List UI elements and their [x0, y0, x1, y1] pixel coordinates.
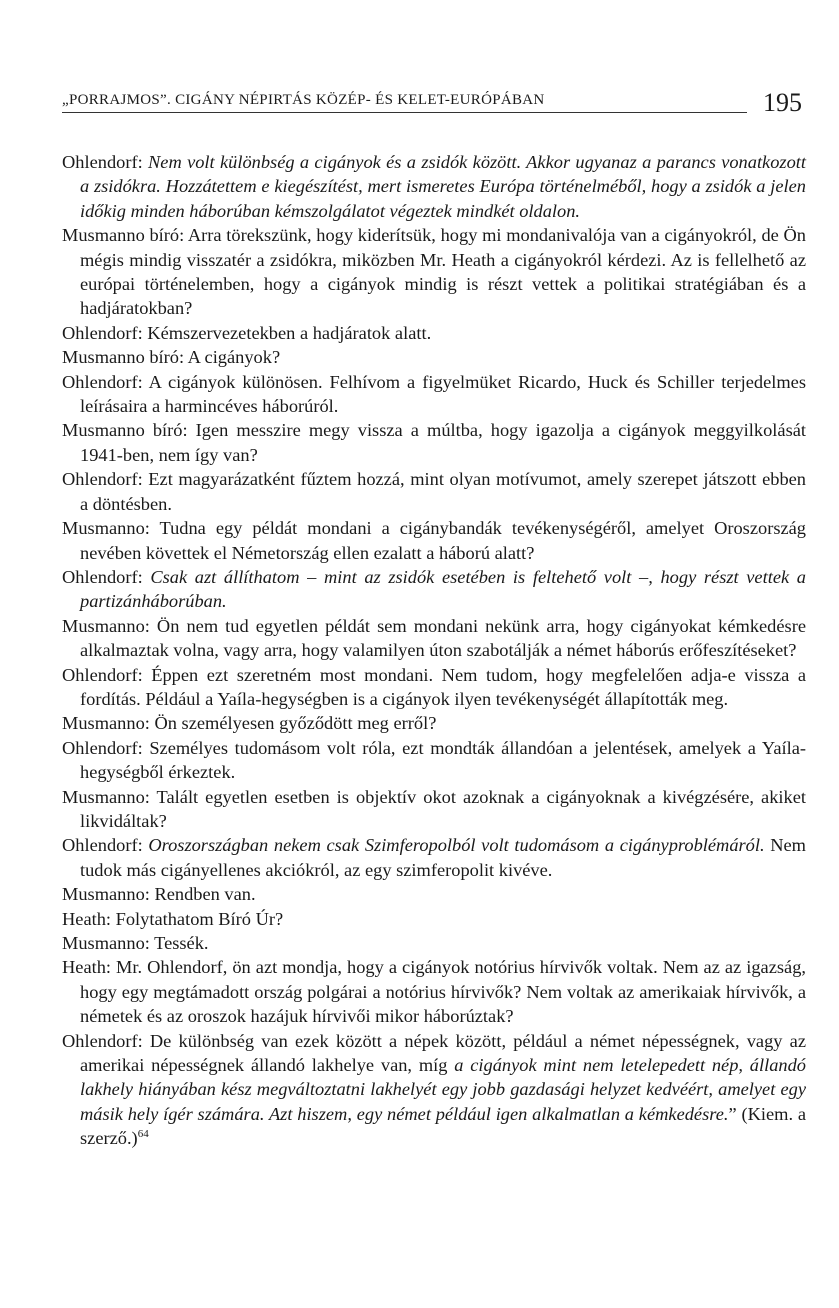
text-run: Musmanno: Tessék.	[62, 933, 209, 953]
page-number: 195	[763, 88, 802, 117]
dialogue-paragraph	[62, 1029, 806, 1151]
text-run: Musmanno bíró: Arra törekszünk, hogy kiderítsük, hogy mi mondanivalója van a cigányokról, de Ön mégis mindig visszatér a zsidókra, miközben Mr. Heath a cigányokról kérdezi. Az is fellelhető az európai történelemben, hogy a cigányok mindig is részt vettek a politikai stratégiában és a hadjáratokban?	[62, 225, 806, 319]
page-header	[62, 88, 802, 128]
text-run: Ohlendorf: Ezt magyarázatként fűztem hozzá, mint olyan motívumot, amely szerepet játszott ebben a döntésben.	[62, 469, 806, 514]
dialogue-paragraph	[62, 663, 806, 712]
text-run: Musmanno: Tudna egy példát mondani a cigánybandák tevékenységéről, amelyet Oroszország nevében követtek el Németország ellen ezalatt a háború alatt?	[62, 518, 806, 563]
text-run: ” (Kiem. a szerző.)	[80, 1103, 807, 1149]
header-rule	[62, 112, 747, 113]
text-run: Ohlendorf: Éppen ezt szeretném most mondani. Nem tudom, hogy megfelelően adja-e vissza a fordítás. Például a Yaíla-hegységben is a cigányok ilyen tevékenységét állapították meg.	[62, 664, 806, 709]
dialogue-paragraph	[62, 955, 806, 1028]
text-run: Ohlendorf: A cigányok különösen. Felhívom a figyelmüket Ricardo, Huck és Schiller terjedelmes leírásaira a harmincéves háborúról.	[62, 371, 806, 417]
text-run: Nem tudok más cigányellenes akciókról, az egy szimferopolit kivéve.	[80, 835, 806, 880]
dialogue-paragraph	[62, 711, 806, 735]
text-run: Musmanno bíró: A cigányok?	[62, 347, 281, 368]
dialogue-paragraph	[62, 785, 806, 834]
dialogue-paragraph	[62, 614, 806, 663]
text-run: Ohlendorf: De különbség van ezek között a népek között, például a német népességnek, vagy az amerikai népességnek állandó lakhelye van, míg	[62, 1030, 806, 1076]
footnote-reference: 64	[137, 1128, 149, 1141]
dialogue-paragraph	[62, 882, 806, 906]
text-run: Musmanno: Ön nem tud egyetlen példát sem mondani nekünk arra, hogy cigányokat kémkedésre alkalmaztak volna, vagy arra, hogy valamilyen úton szabotálják a német háborús erőfeszítéseket?	[62, 615, 806, 661]
text-run: Ohlendorf: Kémszervezetekben a hadjáratok alatt.	[62, 322, 432, 343]
running-title: „PORRAJMOS”. CIGÁNY NÉPIRTÁS KÖZÉP- ÉS KELET-EURÓPÁBAN	[62, 92, 545, 108]
text-run: Musmanno: Talált egyetlen esetben is objektív okot azoknak a cigányoknak a kivégzésére, akiket likvidáltak?	[62, 786, 806, 831]
dialogue-paragraph	[62, 345, 806, 369]
text-run: Ohlendorf:	[62, 835, 149, 856]
text-run: Heath: Mr. Ohlendorf, ön azt mondja, hogy a cigányok notórius hírvivők voltak. Nem az az igazság, hogy egy megtámadott ország polgárai a notórius hírvivők? Nem voltak az amerikaiak hírvivők, a németek és az oroszok hazájuk hírvivői mikor háborúztak?	[62, 957, 806, 1027]
dialogue-paragraph	[62, 931, 806, 955]
italic-text: Oroszországban nekem csak Szimferopolból volt tudomásom a cigányproblémáról.	[148, 835, 765, 856]
italic-text: a cigányok mint nem letelepedett nép, állandó lakhely hiányában kész megváltoztatni lakhelyét egy jobb gazdasági helyzet kedvéért, amelyet egy másik hely ígér számára. Azt hiszem, egy német például igen alkalmatlan a kémkedésre.	[80, 1055, 807, 1124]
dialogue-paragraph	[62, 150, 806, 223]
italic-text: Nem volt különbség a cigányok és a zsidók között. Akkor ugyanaz a parancs vonatkozott a zsidókra. Hozzátettem e kiegészítést, mert ismeretes Európa történelméből, hogy a zsidók a jelen időkig minden háborúban kémszolgálatot végeztek mindkét oldalon.	[80, 152, 806, 221]
transcript-body	[62, 150, 806, 1151]
text-run: Musmanno: Ön személyesen győződött meg erről?	[62, 713, 437, 734]
dialogue-paragraph	[62, 321, 806, 345]
dialogue-paragraph	[62, 370, 806, 419]
dialogue-paragraph	[62, 223, 806, 321]
dialogue-paragraph	[62, 418, 806, 467]
dialogue-paragraph	[62, 833, 806, 882]
text-run: Ohlendorf: Személyes tudomásom volt róla, ezt mondták állandóan a jelentések, amelyek a Yaíla-hegységből érkeztek.	[62, 737, 806, 783]
dialogue-paragraph	[62, 907, 806, 931]
dialogue-paragraph	[62, 565, 806, 614]
text-run: Musmanno: Rendben van.	[62, 884, 256, 905]
dialogue-paragraph	[62, 736, 806, 785]
dialogue-paragraph	[62, 516, 806, 565]
text-run: Ohlendorf:	[62, 566, 151, 587]
text-run: Musmanno bíró: Igen messzire megy vissza a múltba, hogy igazolja a cigányok meggyilkolását 1941-ben, nem így van?	[62, 420, 806, 465]
italic-text: Csak azt állíthatom – mint az zsidók esetében is feltehető volt –, hogy részt vettek a partizánháborúban.	[80, 566, 806, 612]
text-run: Heath: Folytathatom Bíró Úr?	[62, 908, 284, 929]
text-run: Ohlendorf:	[62, 152, 149, 172]
dialogue-paragraph	[62, 467, 806, 516]
